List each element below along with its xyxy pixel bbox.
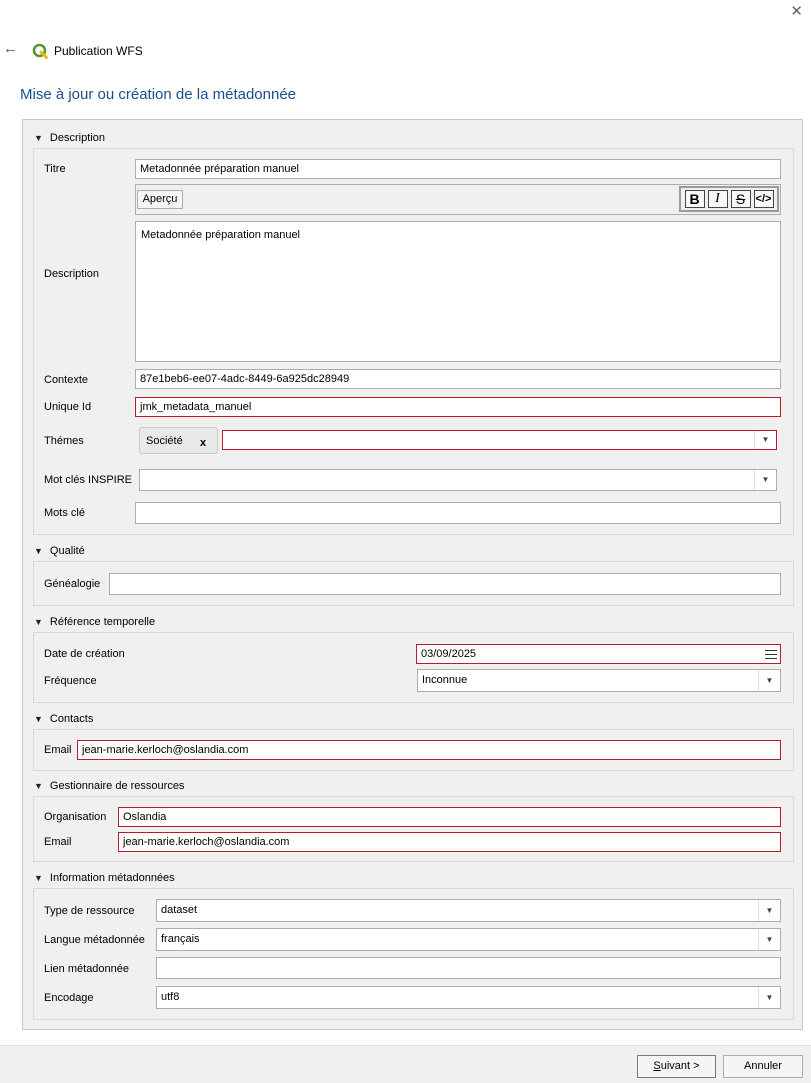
description-textarea[interactable]: Metadonnée préparation manuel [135,221,781,362]
section-qualite-label: Qualité [49,545,85,557]
genealogie-label: Généalogie [44,578,101,590]
unique-id-label: Unique Id [44,401,92,413]
next-button[interactable]: Suivant > [637,1055,716,1078]
lien-input[interactable] [156,957,781,979]
gestionnaire-email-label: Email [44,836,72,848]
langue-label: Langue métadonnée [44,934,145,946]
chevron-down-icon[interactable]: ▼ [758,670,780,691]
frequence-label: Fréquence [44,675,97,687]
type-ressource-combobox[interactable] [156,899,781,922]
chevron-down-icon[interactable]: ▼ [758,900,780,921]
encodage-label: Encodage [44,992,94,1004]
cancel-button[interactable]: Annuler [723,1055,803,1078]
chevron-down-icon[interactable]: ▼ [758,987,780,1008]
page-title: Mise à jour ou création de la métadonnée [20,86,297,103]
section-description-label: Description [49,132,105,144]
contacts-email-input[interactable]: jean-marie.kerloch@oslandia.com [77,740,781,760]
lien-label: Lien métadonnée [44,963,130,975]
apercu-button[interactable]: Aperçu [137,190,183,209]
back-arrow-icon[interactable]: ← [3,40,18,57]
titre-input[interactable]: Metadonnée préparation manuel [135,159,781,179]
date-spinner-icon[interactable] [765,650,777,659]
mots-cles-inspire-combobox[interactable] [139,469,777,491]
section-gestionnaire-header[interactable] [34,780,184,792]
genealogie-input[interactable] [109,573,781,595]
chevron-down-icon[interactable]: ▼ [754,431,776,449]
gestionnaire-email-input[interactable]: jean-marie.kerloch@oslandia.com [118,832,781,852]
bold-button[interactable]: B [685,190,705,208]
temporelle-group [33,632,794,703]
mots-cles-label: Mots clé [44,507,85,519]
type-ressource-label: Type de ressource [44,905,135,917]
chevron-down-icon[interactable]: ▼ [758,929,780,950]
qgis-logo-icon [32,43,48,59]
themes-label: Thémes [44,435,84,447]
frequence-value: Inconnue [422,674,468,686]
themes-combobox[interactable] [222,430,777,450]
code-button[interactable]: </> [754,190,774,208]
organisation-label: Organisation [44,811,107,823]
date-creation-label: Date de création [44,648,125,660]
section-information-label: Information métadonnées [49,872,175,884]
theme-tag-remove-icon[interactable]: x [200,437,207,449]
type-ressource-value: dataset [161,904,198,916]
contexte-label: Contexte [44,374,89,386]
theme-tag-label: Société [146,435,183,447]
triangle-down-icon: ▼ [34,133,43,143]
gestionnaire-group [33,796,794,862]
section-temporelle-header[interactable] [34,616,155,628]
encodage-value: utf8 [161,991,180,1003]
format-button-group [679,186,779,212]
organisation-input[interactable]: Oslandia [118,807,781,827]
section-contacts-label: Contacts [49,713,94,725]
langue-combobox[interactable] [156,928,781,951]
encodage-combobox[interactable] [156,986,781,1009]
mots-cles-input[interactable] [135,502,781,524]
wizard-title: Publication WFS [54,44,143,58]
section-gestionnaire-label: Gestionnaire de ressources [49,780,185,792]
close-icon[interactable]: ✕ [790,3,803,20]
date-creation-input[interactable] [416,644,781,664]
section-information-header[interactable] [34,872,175,884]
triangle-down-icon: ▼ [34,714,43,724]
section-contacts-header[interactable] [34,713,93,725]
description-label: Description [44,268,100,280]
triangle-down-icon: ▼ [34,781,43,791]
strikethrough-button[interactable]: S [731,190,751,208]
triangle-down-icon: ▼ [34,546,43,556]
triangle-down-icon: ▼ [34,617,43,627]
unique-id-input[interactable]: jmk_metadata_manuel [135,397,781,417]
section-description-header[interactable] [34,132,105,144]
date-creation-value: 03/09/2025 [421,648,477,660]
mots-cles-inspire-label: Mot clés INSPIRE [44,474,133,486]
langue-value: français [161,933,200,945]
triangle-down-icon: ▼ [34,873,43,883]
section-qualite-header[interactable] [34,545,85,557]
chevron-down-icon[interactable]: ▼ [754,470,776,490]
contacts-email-label: Email [44,744,72,756]
frequence-combobox[interactable] [417,669,781,692]
theme-tag [139,427,218,454]
section-temporelle-label: Référence temporelle [49,616,156,628]
titre-label: Titre [44,163,66,175]
italic-button[interactable]: I [708,190,728,208]
contexte-input[interactable]: 87e1beb6-ee07-4adc-8449-6a925dc28949 [135,369,781,389]
